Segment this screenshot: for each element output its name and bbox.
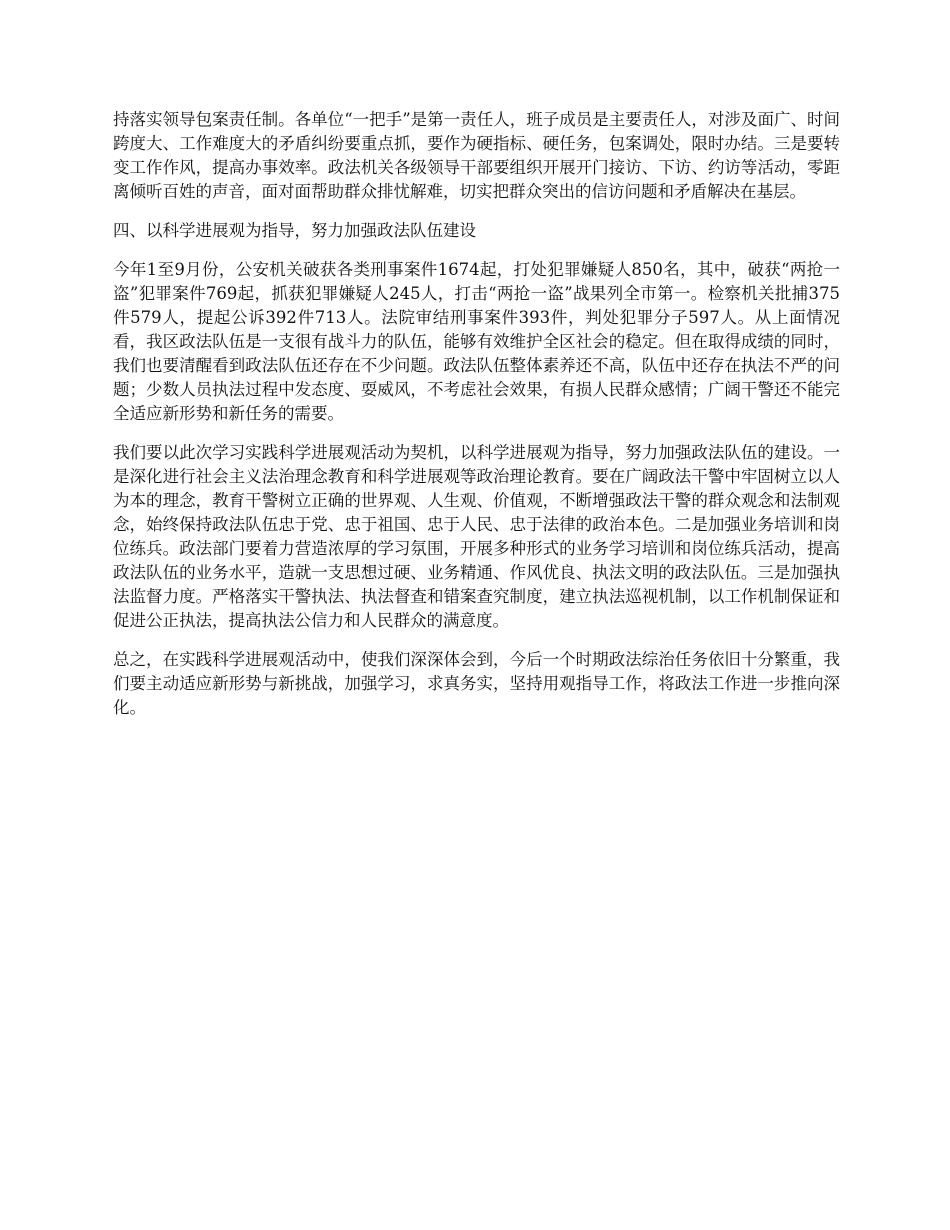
paragraph-conclusion: 总之，在实践科学进展观活动中，使我们深深体会到，今后一个时期政法综治任务依旧十分繁重，我们要主动适应新形势与新挑战，加强学习，求真务实，坚持用观指导工作，将政法工作进一步推向深化。 [113, 650, 840, 717]
paragraph-leadership-responsibility: 持落实领导包案责任制。各单位“一把手”是第一责任人，班子成员是主要责任人，对涉及面广、时间跨度大、工作难度大的矛盾纠纷要重点抓，要作为硬指标、硬任务，包案调处，限时办结。三是要转变工作作风，提高办事效率。政法机关各级领导干部要组织开展开门接访、下访、约访等活动，零距离倾听百姓的声音，面对面帮助群众排忧解难，切实把群众突出的信访问题和矛盾解决在基层。 [113, 110, 840, 201]
section-heading-four: 四、以科学进展观为指导，努力加强政法队伍建设 [113, 221, 476, 240]
paragraph-team-building: 我们要以此次学习实践科学进展观活动为契机，以科学进展观为指导，努力加强政法队伍的建设。一是深化进行社会主义法治理念教育和科学进展观等政治理论教育。要在广阔政法干警中牢固树立以人为本的理念，教育干警树立正确的世界观、人生观、价值观，不断增强政法干警的群众观念和法制观念，始终保持政法队伍忠于党、忠于祖国、忠于人民、忠于法律的政治本色。二是加强业务培训和岗位练兵。政法部门要着力营造浓厚的学习氛围，开展多种形式的业务学习培训和岗位练兵活动，提高政法队伍的业务水平，造就一支思想过硬、业务精通、作风优良、执法文明的政法队伍。三是加强执法监督力度。严格落实干警执法、执法督查和错案查究制度，建立执法巡视机制，以工作机制保证和促进公正执法，提高执法公信力和人民群众的满意度。 [113, 443, 840, 630]
paragraph-case-statistics: 今年1至9月份，公安机关破获各类刑事案件1674起，打处犯罪嫌疑人850名，其中，破获“两抢一盗”犯罪案件769起，抓获犯罪嫌疑人245人，打击“两抢一盗”战果列全市第一。检察机关批捕375件579人，提起公诉392件713人。法院审结刑事案件393件，判处犯罪分子597人。从上面情况看，我区政法队伍是一支很有战斗力的队伍，能够有效维护全区社会的稳定。但在取得成绩的同时，我们也要清醒看到政法队伍还存在不少问题。政法队伍整体素养还不高，队伍中还存在执法不严的问题；少数人员执法过程中发态度、耍威风，不考虑社会效果，有损人民群众感情；广阔干警还不能完全适应新形势和新任务的需要。 [113, 260, 840, 423]
document-page [113, 108, 840, 735]
